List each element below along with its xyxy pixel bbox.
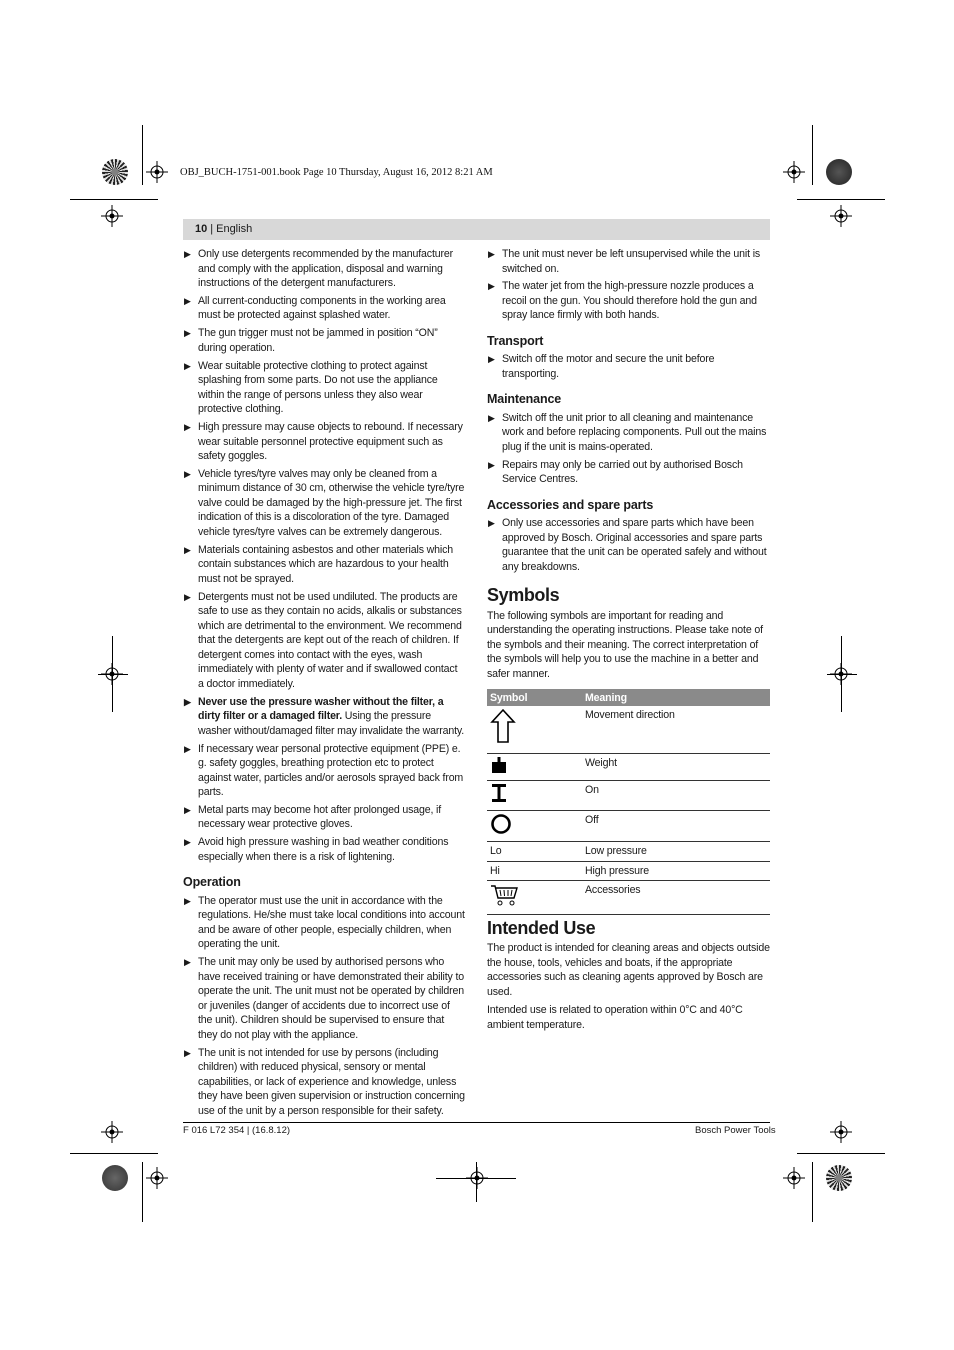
registration-mark-icon <box>101 663 123 685</box>
list-item: ▶ The unit may only be used by authorised persons who have received training or have demonstrated their ability to operate the unit. The unit must not be operated by children or juveniles (danger of accidents due to incorrect use of the unit). Children should be supervised to ensure that they do not play with the appliance. <box>184 956 465 1041</box>
operation-heading: Operation <box>183 875 241 890</box>
list-item: ▶ Wear suitable protective clothing to protect against splashing from some parts. Do not use the appliance within the range of persons unless they also wear protective clothing. <box>184 359 438 416</box>
intended-use-paragraph: The product is intended for cleaning areas and objects outside the house, tools, vehicles and boats, if the appropriate accessories such as cleaning agents approved by Bosch are used. <box>487 942 770 998</box>
footer-doc-code: F 016 L72 354 | (16.8.12) <box>183 1125 291 1136</box>
bullet-arrow-icon: ▶ <box>184 1047 191 1058</box>
bullet-arrow-icon: ▶ <box>184 328 191 339</box>
column-header-meaning: Meaning <box>582 689 770 706</box>
list-item: ▶ High pressure may cause objects to rebound. If necessary wear suitable personnel protective equipment such as safety goggles. <box>184 421 463 463</box>
registration-mark-icon <box>830 663 852 685</box>
table-row <box>487 842 770 862</box>
symbols-heading: Symbols <box>487 585 560 606</box>
color-rosette-icon <box>826 1165 852 1191</box>
symbol-meaning: Low pressure <box>582 842 770 862</box>
table-row <box>487 881 770 915</box>
registration-mark-icon <box>101 1121 123 1143</box>
symbol-meaning: Off <box>582 810 770 842</box>
symbol-text: Hi <box>487 861 582 881</box>
color-rosette-icon <box>826 159 852 185</box>
list-item: ▶ The operator must use the unit in accordance with the regulations. He/she must take local conditions into account and be aware of other people, especially children, when operating the unit. <box>184 894 465 951</box>
left-column <box>183 247 465 1121</box>
column-header-symbol: Symbol <box>487 689 582 706</box>
off-icon <box>490 813 512 835</box>
registration-mark-icon <box>783 161 805 183</box>
bullet-arrow-icon: ▶ <box>184 422 191 433</box>
bullet-arrow-icon: ▶ <box>184 468 191 479</box>
symbol-meaning: Movement direction <box>582 706 770 753</box>
bullet-arrow-icon: ▶ <box>184 249 191 259</box>
book-info-line: OBJ_BUCH-1751-001.book Page 10 Thursday, August 16, 2012 8:21 AM <box>180 167 493 178</box>
list-item: ▶ The water jet from the high-pressure nozzle produces a recoil on the gun. You should therefore hold the gun and spray lance firmly with both hands. <box>488 280 757 322</box>
page-number: 10 <box>195 223 208 235</box>
list-item: ▶ Switch off the motor and secure the unit before transporting. <box>488 353 715 380</box>
maintenance-heading: Maintenance <box>487 392 562 407</box>
registration-mark-icon <box>830 1121 852 1143</box>
table-row <box>487 753 770 781</box>
list-item: ▶ If necessary wear personal protective equipment (PPE) e. g. safety goggles, breathing protection etc to protect against water, particles and/or aerosols sprayed back from parts. <box>184 742 464 799</box>
registration-mark-icon <box>146 1167 168 1189</box>
language-label: English <box>216 223 253 235</box>
bullet-arrow-icon: ▶ <box>488 459 495 470</box>
header-separator: | <box>210 223 214 235</box>
list-item: ▶ Detergents must not be used undiluted. The products are safe to use as they contain no acids, alkalis or substances which are detrimental to the environment. We recommend that the detergents are kept out of the reach of children. If detergent comes into contact with the eyes, wash immediately with plenty of water and if swallowed contact a doctor immediately. <box>184 590 462 690</box>
symbol-meaning: High pressure <box>582 861 770 881</box>
right-column <box>487 247 770 1036</box>
bullet-arrow-icon: ▶ <box>184 895 191 906</box>
list-item: ▶ Vehicle tyres/tyre valves may only be cleaned from a minimum distance of 30 cm, otherwise the vehicle tyre/tyre valve could be damaged by the high-pressure jet. The first indication of this is a discoloration of the tyre. Damaged vehicle tyres/tyre valves can be extremely dangerous. <box>184 467 465 538</box>
registration-mark-icon <box>101 205 123 227</box>
symbol-meaning: Weight <box>582 753 770 781</box>
bullet-arrow-icon: ▶ <box>184 360 191 371</box>
intended-use-heading: Intended Use <box>487 917 596 938</box>
bullet-arrow-icon: ▶ <box>488 249 495 259</box>
table-header-row <box>487 689 770 706</box>
list-item: ▶ All current-conducting components in the working area must be protected against splashed water. <box>184 294 446 322</box>
registration-mark-icon <box>783 1167 805 1189</box>
list-item: ▶ The unit is not intended for use by persons (including children) with reduced physical, sensory or mental capabilities, or lack of experience and knowledge, unless they have been given supervision or instruction concerning use of the unit by a person responsible for their safety. <box>184 1046 465 1117</box>
footer-rule <box>183 1122 770 1123</box>
list-item: ▶ Switch off the unit prior to all cleaning and maintenance work and before replacing components. Pull out the mains plug if the unit is mains-operated. <box>488 411 767 453</box>
symbols-table <box>487 689 770 915</box>
bullet-arrow-icon: ▶ <box>184 544 191 555</box>
symbol-text: Lo <box>487 842 582 862</box>
cart-icon <box>490 883 520 907</box>
transport-heading: Transport <box>487 333 544 348</box>
arrow-up-icon <box>490 708 516 744</box>
registration-mark-icon <box>146 161 168 183</box>
list-item: ▶ Repairs may only be carried out by authorised Bosch Service Centres. <box>488 458 743 486</box>
table-row <box>487 706 770 753</box>
bullet-arrow-icon: ▶ <box>488 518 495 529</box>
bullet-arrow-icon: ▶ <box>184 957 191 968</box>
list-item: ▶ Materials containing asbestos and other materials which contain substances which are hazardous to your health must not be sprayed. <box>184 543 453 585</box>
symbol-meaning: On <box>582 781 770 811</box>
weight-icon <box>490 756 508 774</box>
page-header <box>183 219 770 240</box>
symbol-meaning: Accessories <box>582 881 770 915</box>
on-icon <box>490 783 508 803</box>
table-row <box>487 810 770 842</box>
table-row <box>487 861 770 881</box>
list-item: ▶ The gun trigger must not be jammed in position “ON” during operation. <box>184 327 438 354</box>
list-item: ▶ Only use detergents recommended by the manufacturer and comply with the application, disposal and warning instructions of the detergent manufacturers. <box>184 248 453 289</box>
bullet-arrow-icon: ▶ <box>184 696 191 707</box>
list-item: ▶ The unit must never be left unsupervised while the unit is switched on. <box>488 248 761 275</box>
bullet-arrow-icon: ▶ <box>184 837 191 848</box>
bullet-arrow-icon: ▶ <box>488 412 495 423</box>
bullet-arrow-icon: ▶ <box>184 295 191 306</box>
list-item: ▶ Metal parts may become hot after prolonged usage, if necessary wear protective gloves. <box>184 803 442 831</box>
color-rosette-icon <box>102 159 128 185</box>
bullet-arrow-icon: ▶ <box>488 281 495 292</box>
intended-use-paragraph: Intended use is related to operation within 0°C and 40°C ambient temperature. <box>487 1004 743 1031</box>
bullet-arrow-icon: ▶ <box>184 743 191 754</box>
bullet-arrow-icon: ▶ <box>184 804 191 815</box>
color-rosette-icon <box>102 1165 128 1191</box>
list-item: ▶ Avoid high pressure washing in bad weather conditions especially when there is a risk of lightening. <box>184 836 449 863</box>
bullet-arrow-icon: ▶ <box>184 591 191 602</box>
list-item: ▶ Only use accessories and spare parts which have been approved by Bosch. Original accessories and spare parts guarantee that the unit can be operated safely and without any breakdowns. <box>488 517 767 573</box>
accessories-heading: Accessories and spare parts <box>487 497 654 512</box>
footer-brand: Bosch Power Tools <box>695 1125 776 1136</box>
filter-warning-item: ▶ Never use the pressure washer without the filter, a dirty filter or a damaged filter. Using the pressure washer without/damaged filter may invalidate the warranty. <box>184 695 465 737</box>
bullet-arrow-icon: ▶ <box>488 354 495 365</box>
registration-mark-icon <box>830 205 852 227</box>
symbols-intro: The following symbols are important for reading and understanding the operating instructions. Please take note of the symbols and their meaning. The correct interpretation of the symbols will help you to use the machine in a better and safer manner. <box>487 609 763 680</box>
table-row <box>487 781 770 811</box>
